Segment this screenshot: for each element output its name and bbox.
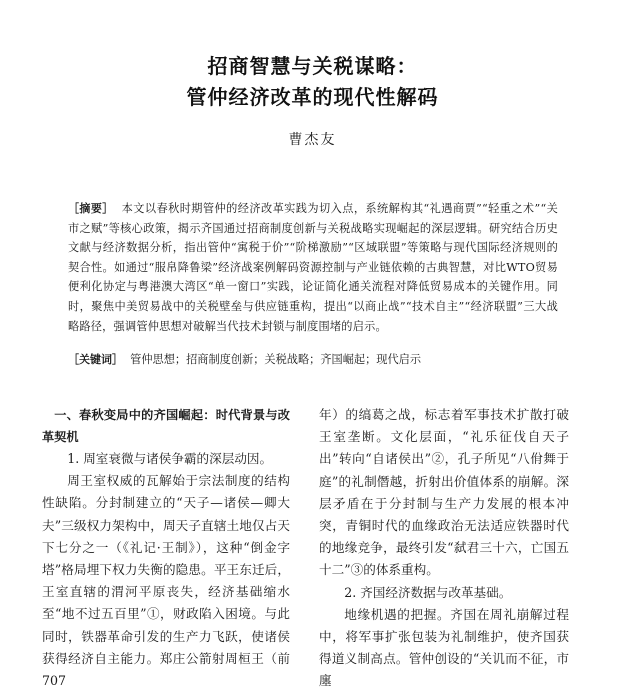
body-column-right (319, 404, 569, 693)
paper-title-line-1: 招商智慧与关税谋略： (207, 54, 418, 78)
subsection-heading: 1. 周室衰微与诸侯争霸的深层动因。 (67, 451, 273, 466)
keywords-block (68, 351, 558, 369)
keywords-label: ［关键词］ (68, 353, 123, 366)
body-paragraph: 年）的缟葛之战，标志着军事技术扩散打破王室垄断。文化层面，“礼乐征伐自天子出”转向“自诸侯出”②，孔子所见“八佾舞于庭”的礼制僭越，折射出价值体系的崩解。深层矛盾在于分封制与生产力发展的根本冲突，青铜时代的血缘政治无法适应铁器时代的地缘竞争，最终引发“弑君三十六，亡国五十二”③的体系重构。 (319, 407, 569, 578)
keywords-text: 管仲思想；招商制度创新；关税战略；齐国崛起；现代启示 (130, 353, 422, 366)
body-paragraph: 周王室权威的瓦解始于宗法制度的结构性缺陷。分封制建立的“天子—诸侯—卿大夫”三级权力架构中，周天子直辖土地仅占天下七分之一（《礼记·王制》），这种“倒金字塔”格局埋下权力失衡的隐患。平王东迁后，王室直辖的渭河平原丧失，经济基础缩水至“地不过五百里”①，财政陷入困境。与此同时，铁器革命引发的生产力飞跃，使诸侯获得经济自主能力。郑庄公箭射周桓王（前707 (42, 473, 290, 689)
body-column-left (42, 404, 290, 692)
section-heading: 一、春秋变局中的齐国崛起：时代背景与改革契机 (42, 408, 290, 444)
paper-title-line-2: 管仲经济改革的现代性解码 (186, 85, 439, 109)
abstract-block (68, 199, 558, 336)
subsection-heading: 2. 齐国经济数据与改革基础。 (344, 584, 512, 600)
author-name: 曹杰友 (288, 132, 337, 148)
body-paragraph: 地缘机遇的把握。齐国在周礼崩解过程中，将军事扩张包装为礼制维护，使齐国获得道义制高点。管仲创设的“关讥而不征，市廛 (319, 606, 569, 689)
abstract-text: 本文以春秋时期管仲的经济改革实践为切入点，系统解构其“礼遇商贾”“轻重之术”“关市之赋”等核心政策，揭示齐国通过招商制度创新与关税战略实现崛起的深层逻辑。研究结合历史文献与经济数据分析，指出管仲“寓税于价”“阶梯激励”“区域联盟”等策略与现代国际经济规则的契合性。如通过“服帛降鲁梁”经济战案例解码资源控制与产业链依赖的古典智慧，对比WTO贸易便利化协定与粤港澳大湾区“单一窗口”实践，论证简化通关流程对降低贸易成本的关键作用。同时，聚焦中美贸易战中的关税壁垒与供应链重构，提出“以商止战”“技术自主”“经济联盟”三大战略路径，强调管仲思想对破解当代技术封锁与制度围堵的启示。 (68, 202, 558, 333)
abstract-label: ［摘要］ (68, 202, 114, 215)
